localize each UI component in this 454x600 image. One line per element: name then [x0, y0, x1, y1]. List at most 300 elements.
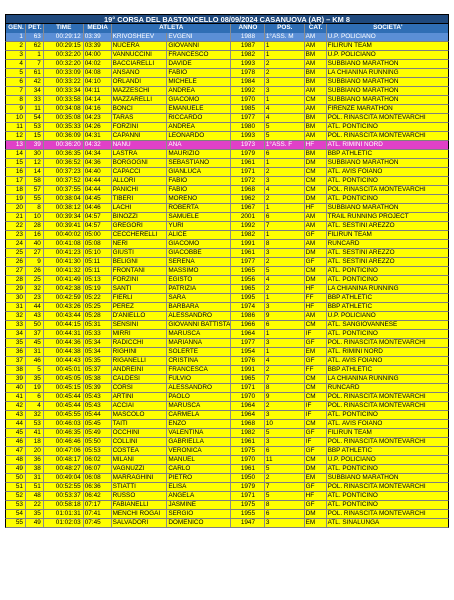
club-cell: ATL. AVIS FOIANO: [327, 168, 383, 175]
media-cell: 05:50: [84, 438, 112, 446]
surname-cell: CORSI: [112, 384, 168, 392]
club-cell: POL. RINASCITA MONTEVARCHI: [327, 339, 426, 346]
cat-cell: GF: [305, 339, 327, 347]
year-cell: 1965: [231, 285, 265, 293]
pet-cell: 32: [26, 411, 44, 419]
pet-cell: 37: [26, 330, 44, 338]
year-cell: 1970: [231, 393, 265, 401]
pet-cell: 36: [26, 456, 44, 464]
pos-cell: 2: [265, 258, 305, 266]
surname-cell: MASCOLO: [112, 411, 168, 419]
surname-cell: TIBERI: [112, 195, 168, 203]
year-cell: 1970: [231, 96, 265, 104]
media-cell: 04:31: [84, 132, 112, 140]
firstname-cell: FRANCESCO: [167, 51, 231, 59]
time-cell: 00:33:34: [44, 87, 84, 95]
year-cell: 1975: [231, 447, 265, 455]
table-row: [5, 519, 449, 528]
year-cell: 1986: [231, 312, 265, 320]
firstname-cell: FABIO: [167, 186, 231, 194]
surname-cell: MILANI: [112, 456, 168, 464]
pos-cell: 3: [265, 249, 305, 257]
time-cell: 00:53:37: [44, 492, 84, 500]
gen-cell: 24: [6, 240, 26, 248]
club-cell: ATL. PONTICINO: [327, 411, 378, 418]
table-row: [5, 303, 449, 312]
gen-cell: 21: [6, 213, 26, 221]
pos-cell: 8: [265, 384, 305, 392]
firstname-cell: GIOVANNI BATTISTA: [168, 321, 231, 328]
gen-cell: 33: [6, 321, 26, 329]
year-cell: 1961: [231, 438, 265, 446]
time-cell: 00:35:33: [44, 123, 84, 131]
table-row: [5, 276, 449, 285]
table-row: [5, 420, 449, 429]
pet-cell: 11: [26, 105, 44, 113]
cat-cell: HF: [305, 303, 327, 311]
cat-cell: HF: [305, 204, 327, 212]
gen-cell: 53: [6, 501, 26, 509]
pos-cell: 11: [265, 456, 305, 464]
club-cell: ATL. SANGIOVANNESE: [327, 321, 398, 328]
gen-cell: 31: [6, 303, 26, 311]
firstname-cell: FULVIO: [167, 375, 231, 383]
cat-cell: FF: [305, 366, 327, 374]
surname-cell: PEREZ: [112, 303, 168, 311]
year-cell: 1995: [231, 294, 265, 302]
media-cell: 04:10: [84, 78, 112, 86]
surname-cell: MARRAGHINI: [112, 474, 168, 482]
firstname-cell: EGISTO: [167, 276, 231, 284]
cat-cell: BM: [305, 150, 327, 158]
cat-cell: GF: [305, 357, 327, 365]
cat-cell: GF: [305, 447, 327, 455]
pet-cell: 1: [26, 51, 44, 59]
header-time: TIME: [44, 24, 84, 33]
surname-cell: FORZINI: [112, 276, 168, 284]
firstname-cell: MARIANNA: [167, 339, 231, 347]
club-cell: LA CHIANINA RUNNING: [327, 375, 399, 382]
pet-cell: 10: [26, 213, 44, 221]
gen-cell: 45: [6, 429, 26, 437]
surname-cell: TARAS: [112, 114, 168, 122]
year-cell: 1961: [231, 159, 265, 167]
year-cell: 1987: [231, 42, 265, 50]
time-cell: 00:37:55: [44, 186, 84, 194]
firstname-cell: PATRIZIA: [167, 285, 231, 293]
time-cell: 00:40:02: [44, 231, 84, 239]
surname-cell: GIUSTI: [112, 249, 168, 257]
results-table-body: [5, 33, 449, 528]
surname-cell: RUSSO: [112, 492, 168, 500]
club-cell: RUNCARD: [327, 240, 360, 247]
gen-cell: 35: [6, 339, 26, 347]
cat-cell: IF: [305, 411, 327, 419]
surname-cell: CAPACCI: [112, 168, 168, 176]
pos-cell: 1: [265, 348, 305, 356]
table-row: [5, 357, 449, 366]
gen-cell: 18: [6, 186, 26, 194]
year-cell: 1956: [231, 276, 265, 284]
table-row: [5, 384, 449, 393]
cat-cell: EM: [305, 519, 327, 527]
surname-cell: CECCHERELLI: [112, 231, 168, 239]
media-cell: 04:32: [84, 141, 112, 149]
gen-cell: 40: [6, 384, 26, 392]
table-row: [5, 141, 449, 150]
club-cell: FIRENZE MARATHON: [327, 105, 393, 112]
gen-cell: 14: [6, 150, 26, 158]
gen-cell: 16: [6, 168, 26, 176]
header-anno: ANNO: [231, 24, 265, 33]
table-row: [5, 159, 449, 168]
time-cell: 00:47:06: [44, 447, 84, 455]
gen-cell: 39: [6, 375, 26, 383]
header-pet: PET.: [26, 24, 44, 33]
media-cell: 05:35: [84, 357, 112, 365]
pet-cell: 28: [26, 222, 44, 230]
table-row: [5, 114, 449, 123]
media-cell: 04:45: [84, 195, 112, 203]
firstname-cell: SAMUELE: [167, 213, 231, 221]
time-cell: 00:44:43: [44, 357, 84, 365]
pet-cell: 41: [26, 429, 44, 437]
table-row: [5, 294, 449, 303]
media-cell: 04:11: [84, 87, 112, 95]
time-cell: 01:01:31: [44, 510, 84, 518]
cat-cell: AM: [305, 105, 327, 113]
surname-cell: TAITI: [112, 420, 168, 428]
table-row: [5, 474, 449, 483]
year-cell: 1972: [231, 177, 265, 185]
media-cell: 04:16: [84, 105, 112, 113]
firstname-cell: ROBERTA: [167, 204, 231, 212]
club-cell: SUBBIANO MARATHON: [327, 474, 399, 481]
club-cell: ATL. RIMINI NORD: [327, 348, 383, 355]
year-cell: 1950: [231, 474, 265, 482]
media-cell: 06:07: [84, 465, 112, 473]
pos-cell: 3: [265, 78, 305, 86]
media-cell: 04:40: [84, 168, 112, 176]
media-cell: 06:36: [84, 483, 112, 491]
year-cell: 1975: [231, 501, 265, 509]
firstname-cell: ANGELA: [167, 492, 231, 500]
surname-cell: LACHI: [112, 204, 168, 212]
club-cell: BBP ATHLETIC: [327, 150, 373, 157]
club-cell: U.P. POLICIANO: [327, 51, 376, 58]
year-cell: 1964: [231, 330, 265, 338]
pos-cell: 1: [265, 42, 305, 50]
surname-cell: SALVADORI: [112, 519, 168, 527]
time-cell: 00:36:52: [44, 159, 84, 167]
media-cell: 04:34: [84, 150, 112, 158]
time-cell: 00:45:01: [44, 366, 84, 374]
surname-cell: GREGORI: [112, 222, 168, 230]
pet-cell: 22: [26, 501, 44, 509]
firstname-cell: ALESSANDRO: [167, 384, 231, 392]
cat-cell: CM: [305, 420, 327, 428]
firstname-cell: MARUSCA: [167, 402, 231, 410]
cat-cell: BM: [305, 114, 327, 122]
table-row: [5, 483, 449, 492]
cat-cell: BM: [305, 123, 327, 131]
time-cell: 00:33:09: [44, 69, 84, 77]
firstname-cell: SARA: [167, 294, 231, 302]
pet-cell: 58: [26, 177, 44, 185]
gen-cell: 6: [6, 78, 26, 86]
year-cell: 1968: [231, 420, 265, 428]
surname-cell: ANDREINI: [112, 366, 168, 374]
pet-cell: 20: [26, 447, 44, 455]
year-cell: 1988: [231, 33, 265, 41]
surname-cell: STIATTI: [112, 483, 168, 491]
club-cell: U.P. POLICIANO: [327, 456, 376, 463]
time-cell: 00:37:52: [44, 177, 84, 185]
table-row: [5, 222, 449, 231]
pos-cell: 4: [265, 276, 305, 284]
firstname-cell: ANDREA: [167, 123, 231, 131]
media-cell: 05:53: [84, 447, 112, 455]
firstname-cell: BARBARA: [167, 303, 231, 311]
media-cell: 04:57: [84, 213, 112, 221]
table-row: [5, 33, 449, 42]
year-cell: 1954: [231, 348, 265, 356]
firstname-cell: RICCARDO: [167, 114, 231, 122]
year-cell: 1971: [231, 168, 265, 176]
pos-cell: 5: [265, 267, 305, 275]
time-cell: 00:46:35: [44, 429, 84, 437]
year-cell: 1955: [231, 510, 265, 518]
club-cell: RUNCARD: [327, 384, 360, 391]
club-cell: ATL. PONTICINO: [327, 195, 378, 202]
club-cell: POL. RINASCITA MONTEVARCHI: [327, 132, 426, 139]
year-cell: 1982: [231, 51, 265, 59]
header-media: MEDIA: [84, 24, 112, 33]
pet-cell: 51: [26, 483, 44, 491]
cat-cell: IF: [305, 438, 327, 446]
year-cell: 1977: [231, 114, 265, 122]
pos-cell: 1: [265, 330, 305, 338]
media-cell: 04:36: [84, 159, 112, 167]
club-cell: ATL. PONTICINO: [327, 276, 378, 283]
results-sheet: [5, 14, 449, 528]
cat-cell: CM: [305, 267, 327, 275]
firstname-cell: YURI: [167, 222, 231, 230]
gen-cell: 26: [6, 258, 26, 266]
year-cell: 1984: [231, 78, 265, 86]
surname-cell: BONCI: [112, 105, 168, 113]
cat-cell: AM: [305, 33, 327, 41]
firstname-cell: ENZO: [167, 420, 231, 428]
club-cell: FILIRUN TEAM: [327, 231, 372, 238]
surname-cell: PANICHI: [112, 186, 168, 194]
pet-cell: 50: [26, 321, 44, 329]
gen-cell: 30: [6, 294, 26, 302]
club-cell: SUBBIANO MARATHON: [327, 60, 399, 67]
time-cell: 00:45:05: [44, 375, 84, 383]
cat-cell: CM: [305, 384, 327, 392]
pet-cell: 57: [26, 186, 44, 194]
cat-cell: AM: [305, 60, 327, 68]
table-row: [5, 240, 449, 249]
pos-cell: 1: [265, 96, 305, 104]
cat-cell: BM: [305, 78, 327, 86]
media-cell: 05:10: [84, 249, 112, 257]
media-cell: 04:44: [84, 177, 112, 185]
club-cell: ATL. SESTINI AREZZO: [327, 222, 395, 229]
media-cell: 05:31: [84, 321, 112, 329]
year-cell: 1961: [231, 249, 265, 257]
gen-cell: 29: [6, 285, 26, 293]
year-cell: 1966: [231, 321, 265, 329]
media-cell: 04:44: [84, 186, 112, 194]
media-cell: 05:37: [84, 366, 112, 374]
cat-cell: DM: [305, 276, 327, 284]
year-cell: 1979: [231, 483, 265, 491]
time-cell: 00:48:27: [44, 465, 84, 473]
cat-cell: DM: [305, 195, 327, 203]
pos-cell: 1: [265, 204, 305, 212]
gen-cell: 7: [6, 87, 26, 95]
surname-cell: CALDESI: [112, 375, 168, 383]
surname-cell: COSTEA: [112, 447, 168, 455]
firstname-cell: EVGENI: [167, 33, 231, 41]
club-cell: POL. RINASCITA MONTEVARCHI: [327, 402, 426, 409]
surname-cell: RIGANELLI: [112, 357, 168, 365]
cat-cell: HF: [305, 492, 327, 500]
sheet-title: 19° CORSA DEL BASTONCELLO 08/09/2024 CASANUOVA (AR) – KM 8: [5, 14, 449, 24]
table-row: [5, 78, 449, 87]
firstname-cell: SOLERTE: [167, 348, 231, 356]
gen-cell: 13: [6, 141, 26, 149]
time-cell: 00:39:41: [44, 222, 84, 230]
pet-cell: 9: [26, 258, 44, 266]
year-cell: 1978: [231, 69, 265, 77]
table-row: [5, 195, 449, 204]
media-cell: 05:49: [84, 429, 112, 437]
media-cell: 04:08: [84, 69, 112, 77]
table-row: [5, 177, 449, 186]
club-cell: ATL. PONTICINO: [327, 465, 378, 472]
club-cell: POL. RINASCITA MONTEVARCHI: [327, 114, 426, 121]
table-row: [5, 366, 449, 375]
surname-cell: NERI: [112, 240, 168, 248]
media-cell: 05:39: [84, 384, 112, 392]
table-row: [5, 51, 449, 60]
gen-cell: 23: [6, 231, 26, 239]
cat-cell: GF: [305, 483, 327, 491]
pet-cell: 35: [26, 375, 44, 383]
media-cell: 05:19: [84, 285, 112, 293]
table-row: [5, 42, 449, 51]
table-row: [5, 465, 449, 474]
pet-cell: 49: [26, 519, 44, 527]
media-cell: 05:08: [84, 240, 112, 248]
table-row: [5, 510, 449, 519]
firstname-cell: GABRIELLA: [167, 438, 231, 446]
firstname-cell: MORENO: [167, 195, 231, 203]
time-cell: 00:41:08: [44, 240, 84, 248]
surname-cell: FABIANELLI: [112, 501, 168, 509]
pos-cell: 6: [265, 213, 305, 221]
pet-cell: 39: [26, 141, 44, 149]
time-cell: 00:29:15: [44, 42, 84, 50]
cat-cell: CM: [305, 177, 327, 185]
gen-cell: 46: [6, 438, 26, 446]
pet-cell: 18: [26, 438, 44, 446]
table-row: [5, 312, 449, 321]
year-cell: 1976: [231, 357, 265, 365]
year-cell: 2001: [231, 213, 265, 221]
table-row: [5, 123, 449, 132]
cat-cell: CM: [305, 456, 327, 464]
pos-cell: 7: [265, 375, 305, 383]
year-cell: 1977: [231, 258, 265, 266]
surname-cell: KRIVOSHEEV: [112, 33, 168, 41]
time-cell: 00:36:09: [44, 132, 84, 140]
table-row: [5, 447, 449, 456]
pos-cell: 2: [265, 474, 305, 482]
club-cell: SUBBIANO MARATHON: [327, 96, 399, 103]
media-cell: 05:00: [84, 231, 112, 239]
cat-cell: AM: [305, 132, 327, 140]
pet-cell: 4: [26, 402, 44, 410]
pos-cell: 3: [265, 411, 305, 419]
pos-cell: 3: [265, 87, 305, 95]
pos-cell: 5: [265, 465, 305, 473]
pos-cell: 3: [265, 177, 305, 185]
table-row: [5, 186, 449, 195]
table-row: [5, 249, 449, 258]
time-cell: 00:39:34: [44, 213, 84, 221]
cat-cell: AM: [305, 87, 327, 95]
pos-cell: 9: [265, 312, 305, 320]
firstname-cell: GIANLUCA: [167, 168, 231, 176]
club-cell: U.P. POLICIANO: [327, 33, 376, 40]
gen-cell: 3: [6, 51, 26, 59]
table-row: [5, 231, 449, 240]
cat-cell: CM: [305, 393, 327, 401]
gen-cell: 8: [6, 96, 26, 104]
firstname-cell: CRISTINA: [167, 357, 231, 365]
time-cell: 00:49:04: [44, 474, 84, 482]
time-cell: 00:29:12: [44, 33, 84, 41]
time-cell: 00:46:03: [44, 420, 84, 428]
pos-cell: 2: [265, 168, 305, 176]
header-atleta: ATLETA: [112, 24, 231, 33]
club-cell: ATL. SESTINI AREZZO: [327, 249, 395, 256]
cat-cell: IF: [305, 402, 327, 410]
year-cell: 1965: [231, 267, 265, 275]
pet-cell: 14: [26, 168, 44, 176]
year-cell: 1992: [231, 87, 265, 95]
pos-cell: 2: [265, 366, 305, 374]
firstname-cell: PAOLO: [167, 393, 231, 401]
gen-cell: 41: [6, 393, 26, 401]
pet-cell: 40: [26, 240, 44, 248]
table-row: [5, 501, 449, 510]
media-cell: 05:33: [84, 330, 112, 338]
pet-cell: 27: [26, 249, 44, 257]
surname-cell: ACCIAI: [112, 402, 168, 410]
gen-cell: 1: [6, 33, 26, 41]
gen-cell: 54: [6, 510, 26, 518]
media-cell: 07:17: [84, 501, 112, 509]
gen-cell: 9: [6, 105, 26, 113]
gen-cell: 43: [6, 411, 26, 419]
gen-cell: 28: [6, 276, 26, 284]
gen-cell: 42: [6, 402, 26, 410]
